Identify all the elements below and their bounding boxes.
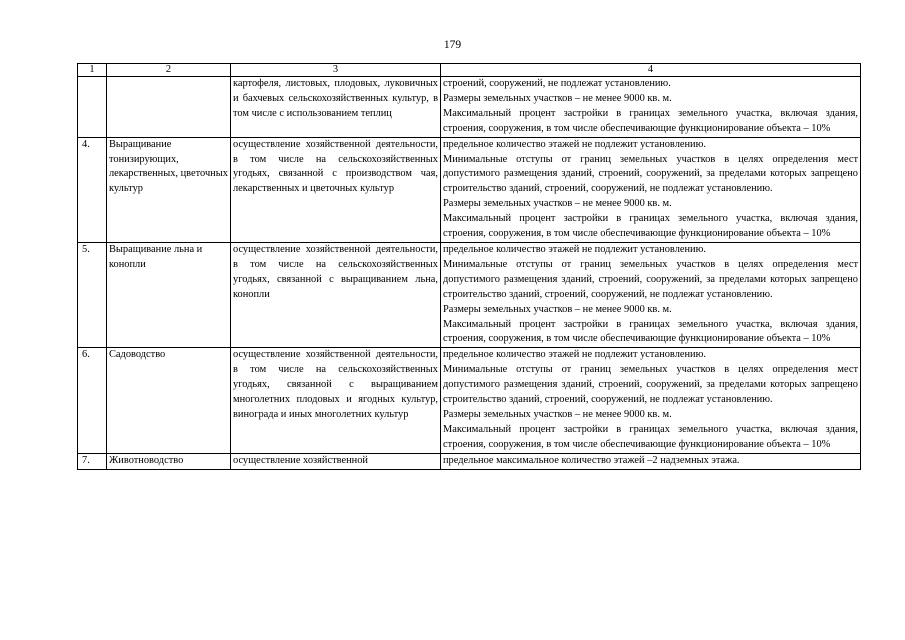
use-description-cell: осуществление хозяйственной деятельности, в том числе на сельскохозяйственных угодьях, связанной с выращиванием льна, конопли [231, 242, 441, 347]
header-cell-2: 2 [107, 64, 231, 77]
parameter-text: строений, сооружений, не подлежат установлению. [443, 78, 671, 89]
parameter-text: Минимальные отступы от границ земельных участков в целях определения мест допустимого размещения зданий, строений, сооружений, за пределами которых запрещено строительство зданий, строений, сооружений, не подлежат установлению. [443, 258, 858, 300]
header-cell-1: 1 [78, 64, 107, 77]
parameter-text: Размеры земельных участков – не менее 9000 кв. м. [443, 303, 672, 315]
parameter-text: предельное количество этажей не подлежит установлению. [443, 243, 706, 255]
row-number-cell: 4. [78, 137, 107, 242]
parameter-text: предельное максимальное количество этажей –2 надземных этажа. [443, 454, 740, 466]
parameter-text: Максимальный процент застройки в границах земельного участка, включая здания, строения, сооружения, в том числе обеспечивающие функционирование объекта – 10% [443, 318, 858, 345]
row-number-cell: 5. [78, 242, 107, 347]
use-description-cell: осуществление хозяйственной [231, 453, 441, 469]
parameter-text: Максимальный процент застройки в границах земельного участка, включая здания, строения, сооружения, в том числе обеспечивающие функционирование объекта – 10% [443, 107, 858, 134]
table-row [78, 348, 861, 453]
parameter-text: Минимальные отступы от границ земельных участков в целях определения мест допустимого размещения зданий, строений, сооружений, за пределами которых запрещено строительство зданий, строений, сооружений, не подлежат установлению. [443, 364, 858, 406]
parameter-text: Минимальные отступы от границ земельных участков в целях определения мест допустимого размещения зданий, строений, сооружений, за пределами которых запрещено строительство зданий, строений, сооружений, не подлежат установлению. [443, 153, 858, 195]
header-cell-3: 3 [231, 64, 441, 77]
table-row [78, 453, 861, 469]
use-name-cell: Садоводство [107, 348, 231, 453]
parameter-text: предельное количество этажей не подлежит установлению. [443, 138, 706, 150]
parameter-text: Размеры земельных участков – не менее 9000 кв. м. [443, 92, 672, 104]
use-name-cell: Выращивание льна и конопли [107, 242, 231, 347]
parameters-cell [441, 137, 861, 242]
table-body [78, 64, 861, 470]
use-name-cell: Выращивание тонизирующих, лекарственных, цветочных культур [107, 137, 231, 242]
use-description-cell: осуществление хозяйственной деятельности, в том числе на сельскохозяйственных угодьях, связанной с производством чая, лекарственных и цветочных культур [231, 137, 441, 242]
parameter-text: предельное количество этажей не подлежит установлению. [443, 349, 706, 361]
parameter-text: Размеры земельных участков – не менее 9000 кв. м. [443, 408, 672, 420]
parameters-cell [441, 453, 861, 469]
parameter-text: Размеры земельных участков – не менее 9000 кв. м. [443, 198, 672, 210]
row-number-cell: 7. [78, 453, 107, 469]
parameter-text: Максимальный процент застройки в границах земельного участка, включая здания, строения, сооружения, в том числе обеспечивающие функционирование объекта – 10% [443, 423, 858, 450]
continuation-row [78, 77, 861, 138]
land-use-table [77, 63, 861, 470]
use-description-cell: картофеля, листовых, плодовых, луковичных и бахчевых сельскохозяйственных культур, в том числе с использованием теплиц [231, 77, 441, 138]
parameter-text: Максимальный процент застройки в границах земельного участка, включая здания, строения, сооружения, в том числе обеспечивающие функционирование объекта – 10% [443, 213, 858, 240]
use-name-cell [107, 77, 231, 138]
parameters-cell [441, 348, 861, 453]
use-name-cell: Животноводство [107, 453, 231, 469]
header-cell-4: 4 [441, 64, 861, 77]
use-description-cell: осуществление хозяйственной деятельности, в том числе на сельскохозяйственных угодьях, связанной с выращиванием многолетних плодовых и ягодных культур, винограда и иных многолетних культур [231, 348, 441, 453]
page-number: 179 [443, 39, 462, 51]
table-row [78, 137, 861, 242]
header-row [78, 64, 861, 77]
table-row [78, 242, 861, 347]
row-number-cell [78, 77, 107, 138]
parameters-cell [441, 242, 861, 347]
parameters-cell [441, 77, 861, 138]
row-number-cell: 6. [78, 348, 107, 453]
